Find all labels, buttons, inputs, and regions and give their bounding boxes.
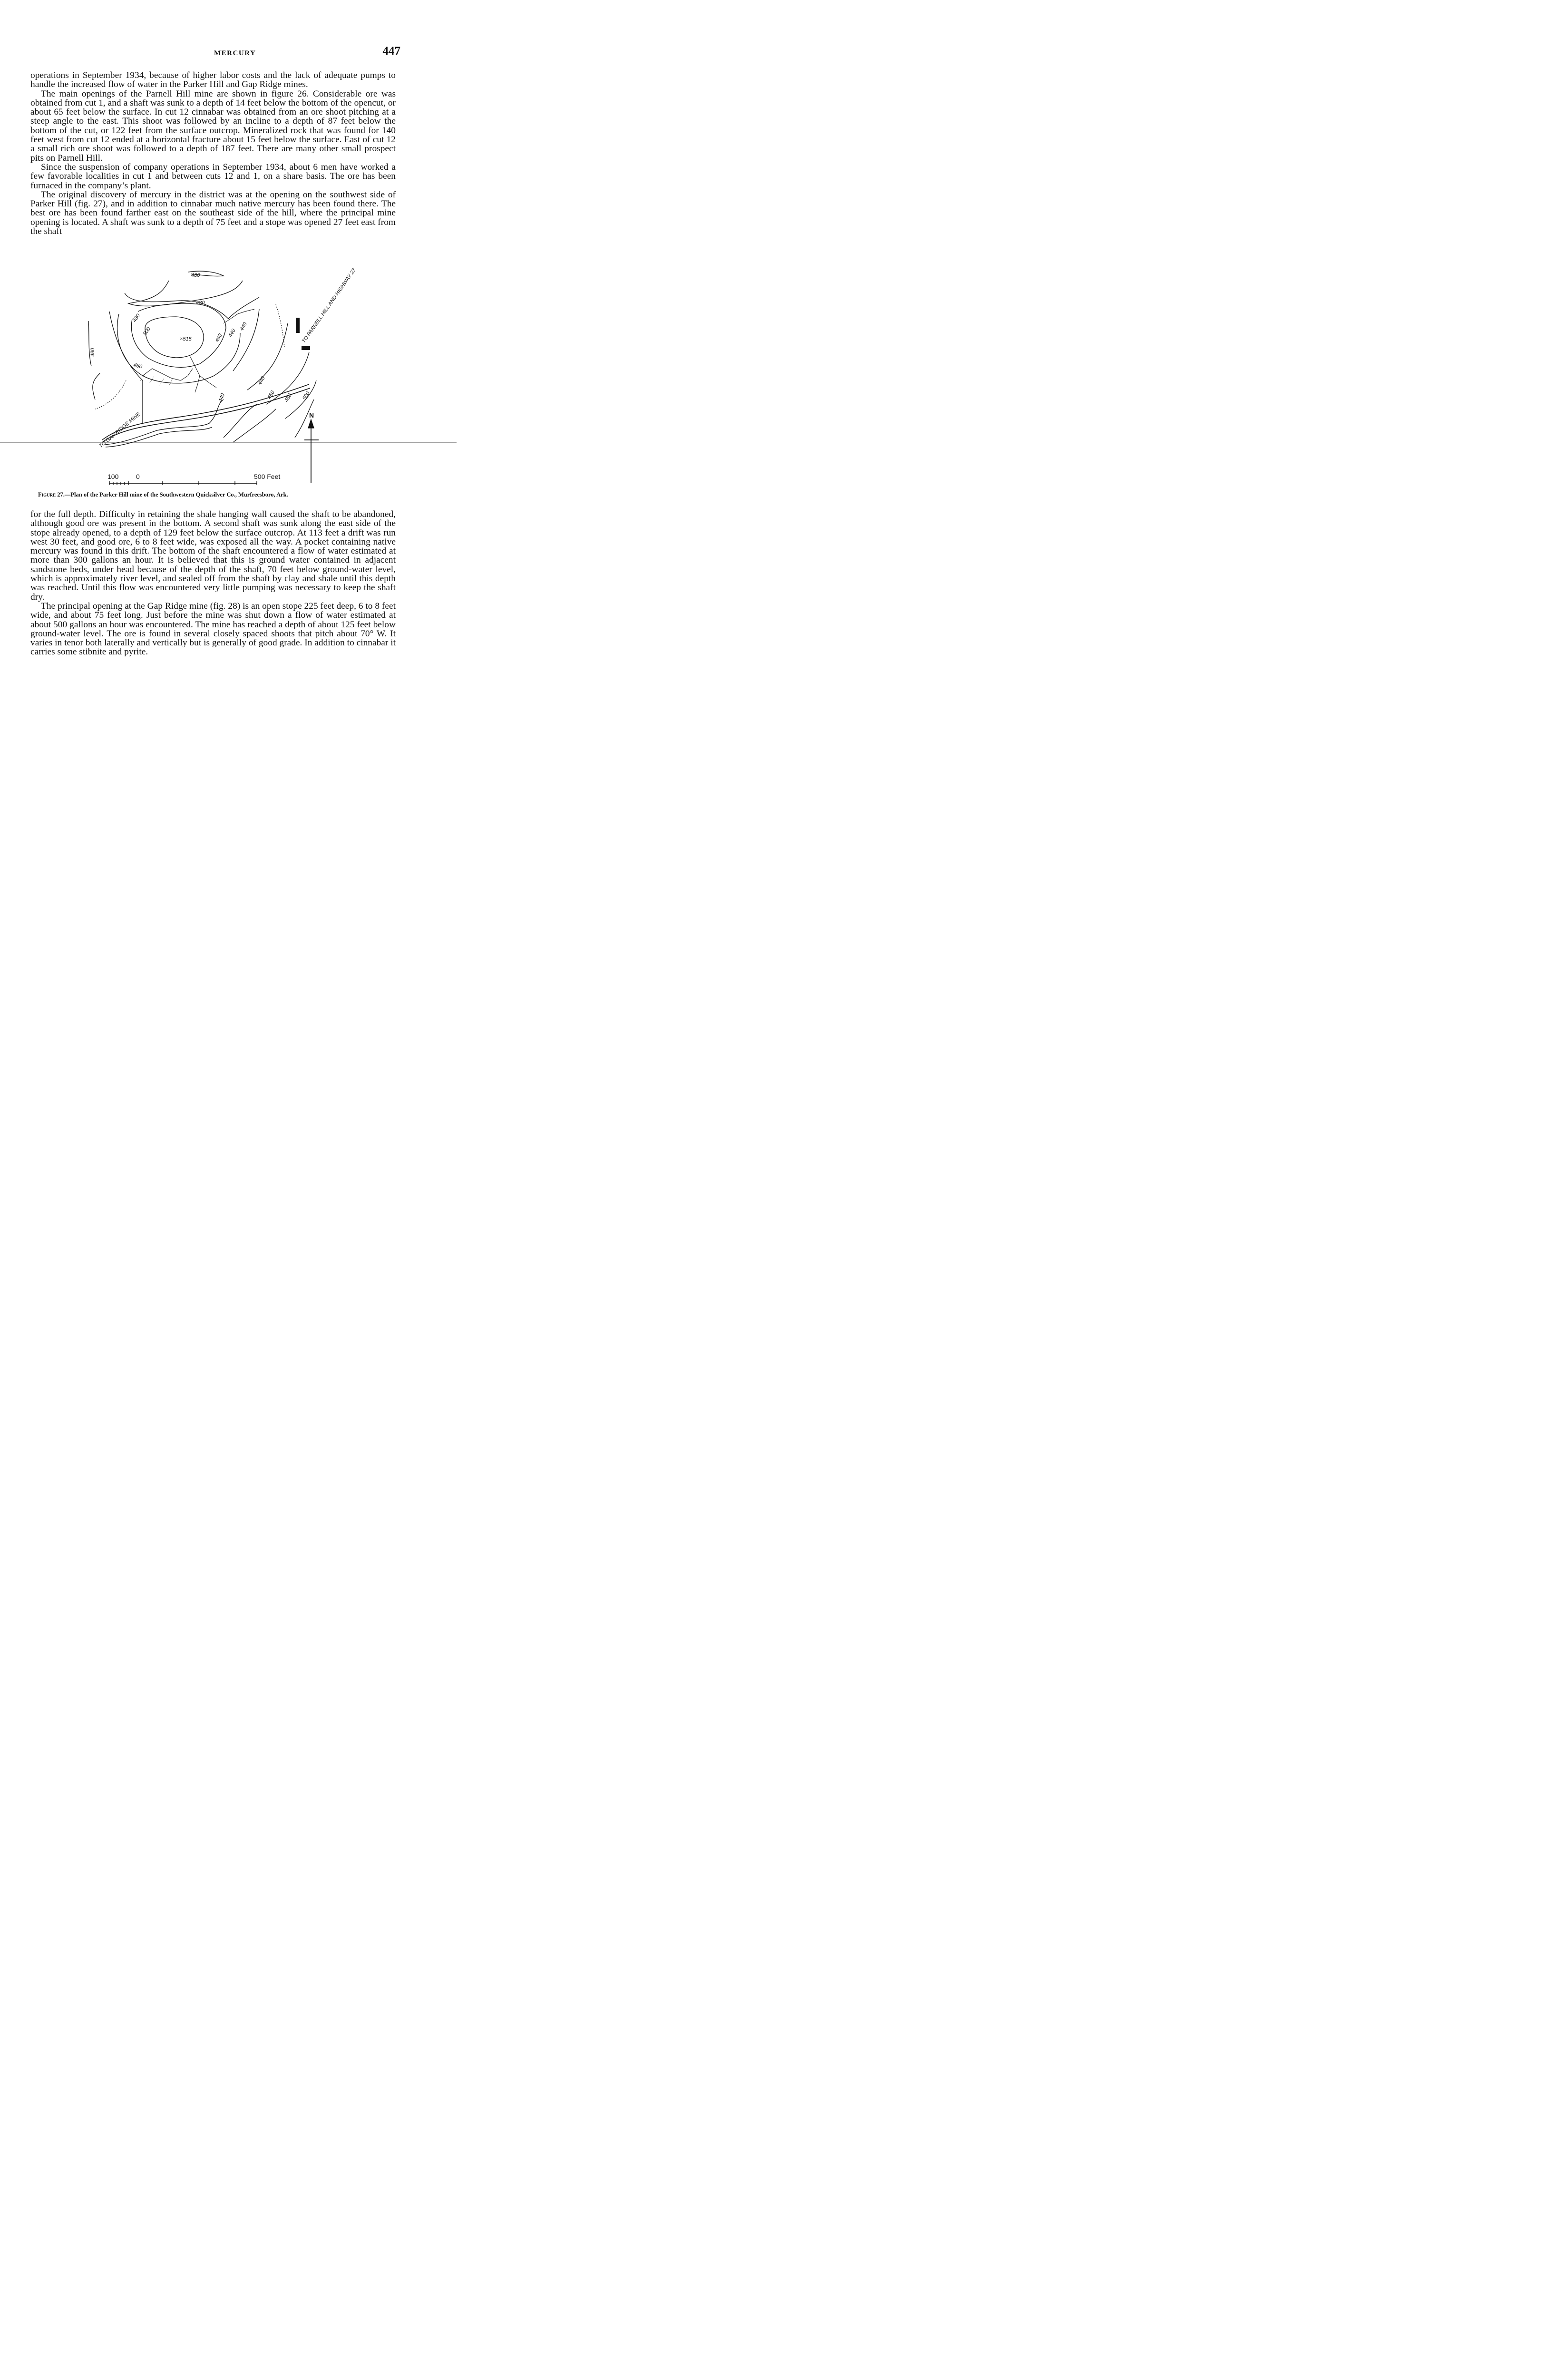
contour-label: 500	[302, 390, 311, 401]
boundary	[95, 380, 126, 409]
contour-label: 440	[217, 392, 226, 403]
paragraph: for the full depth. Difficulty in retaining the shale hanging wall caused the shaft to be abandoned, although good ore was present in the bottom. A second shaft was sunk along the east side of the stope already opened, to a depth of 129 feet below the surface outcrop. At 113 feet a drift was run west 30 feet, and good ore, 6 to 8 feet wide, was exposed all the way. A pocket containing native mercury was found in this drift. The bottom of the shaft encountered a flow of water estimated at more than 300 gallons an hour. It is believed that this is ground water contained in adjacent sandstone beds, under head because of the depth of the shaft, 70 feet below ground-water level, which is approximately river level, and sealed off from the shaft by clay and shale until this depth was reached. Until this flow was encountered very little pumping was necessary to keep the shaft dry.	[30, 509, 396, 602]
contour-label: 460	[266, 390, 276, 400]
contour-label: 460	[133, 362, 143, 370]
contour-label: 440	[239, 321, 248, 332]
page-header	[29, 46, 399, 65]
paragraph: Since the suspension of company operations in September 1934, about 6 men have worked a few favorable localities in cut 1 and between cuts 12 and 1, on a share basis. The ore has been furnaced in the company’s plant.	[30, 162, 396, 191]
running-head: MERCURY	[214, 49, 256, 57]
figure-caption	[38, 491, 399, 498]
contour-line	[247, 323, 288, 390]
north-label: N	[309, 411, 314, 419]
spot-elevation: ×515	[180, 336, 192, 342]
paragraph: operations in September 1934, because of higher labor costs and the lack of adequate pumps to handle the increased flow of water in the Parker Hill and Gap Ridge mines.	[30, 70, 396, 90]
contour-label: 480	[196, 300, 205, 306]
building-icon	[302, 346, 310, 350]
contour-line	[88, 321, 91, 366]
north-arrow-head	[308, 419, 314, 428]
scale-label: 500 Feet	[254, 473, 281, 480]
scale-label: 0	[136, 473, 140, 480]
map-drawing	[0, 266, 457, 495]
road	[102, 384, 309, 440]
page-number: 447	[382, 45, 400, 58]
paragraph: The original discovery of mercury in the district was at the opening on the southwest side of Parker Hill (fig. 27), and in addition to cinnabar much native mercury has been found there. The best ore has been found farther east on the southeast side of the hill, where the principal mine opening is located. A shaft was sunk to a depth of 75 feet and a stope was opened 27 feet east from the shaft	[30, 189, 396, 237]
building-icon	[296, 318, 300, 333]
road-label: TO GAP RIDGE MINE	[98, 411, 142, 449]
text-block-top	[30, 71, 396, 236]
paragraph: The principal opening at the Gap Ridge mine (fig. 28) is an open stope 225 feet deep, 6 to 8 feet wide, and about 75 feet long. Just before the mine was shut down a flow of water estimated at about 500 gallons an hour was encountered. The mine has reached a depth of about 125 feet below ground-water level. The ore is found in several closely spaced shoots that pitch about 70° W. It varies in tenor both laterally and vertically but is generally of good grade. In addition to cinnabar it carries some stibnite and pyrite.	[30, 601, 396, 657]
text-block-bottom	[30, 510, 396, 657]
paragraph: The main openings of the Parnell Hill mine are shown in figure 26. Considerable ore was obtained from cut 1, and a shaft was sunk to a depth of 14 feet below the bottom of the opencut, or about 65 feet below the surface. In cut 12 cinnabar was obtained from an ore shoot pitching at a steep angle to the east. This shoot was followed by an incline to a depth of 87 feet below the bottom of the cut, or 122 feet from the surface outcrop. Mineralized rock that was found for 140 feet west from cut 12 ended at a horizontal fracture about 15 feet below the surface. East of cut 12 a small rich ore shoot was followed to a depth of 187 feet. There are many other small prospect pits on Parnell Hill.	[30, 88, 396, 163]
contour-line	[93, 373, 100, 400]
road-label: TO PARNELL HILL AND HIGHWAY 27	[301, 267, 357, 344]
contour-line	[233, 309, 259, 371]
caption-text: —Plan of the Parker Hill mine of the Southwestern Quicksilver Co., Murfreesboro, Ark.	[64, 491, 288, 498]
contour-label: 500	[142, 326, 152, 337]
mine-workings	[143, 369, 193, 380]
road	[105, 400, 224, 445]
contour-label: 440	[257, 375, 266, 386]
contour-label: 440	[227, 328, 237, 339]
contour-line	[128, 281, 243, 306]
scale-bar	[109, 481, 257, 485]
mine-workings	[224, 309, 254, 323]
scale-label: 100	[107, 473, 119, 480]
contour-label: 460	[214, 332, 224, 343]
figure-label: Figure 27.	[38, 491, 65, 498]
contour-label: 480	[283, 392, 293, 403]
contour-label: 480	[191, 273, 200, 278]
contour-line	[145, 317, 204, 358]
mine-workings	[140, 373, 172, 386]
contour-label: 480	[131, 312, 141, 323]
figure-27-map	[0, 266, 457, 504]
contour-line	[233, 409, 276, 442]
contour-label: 480	[90, 348, 96, 357]
contour-line	[276, 304, 284, 347]
mine-workings	[190, 357, 216, 392]
